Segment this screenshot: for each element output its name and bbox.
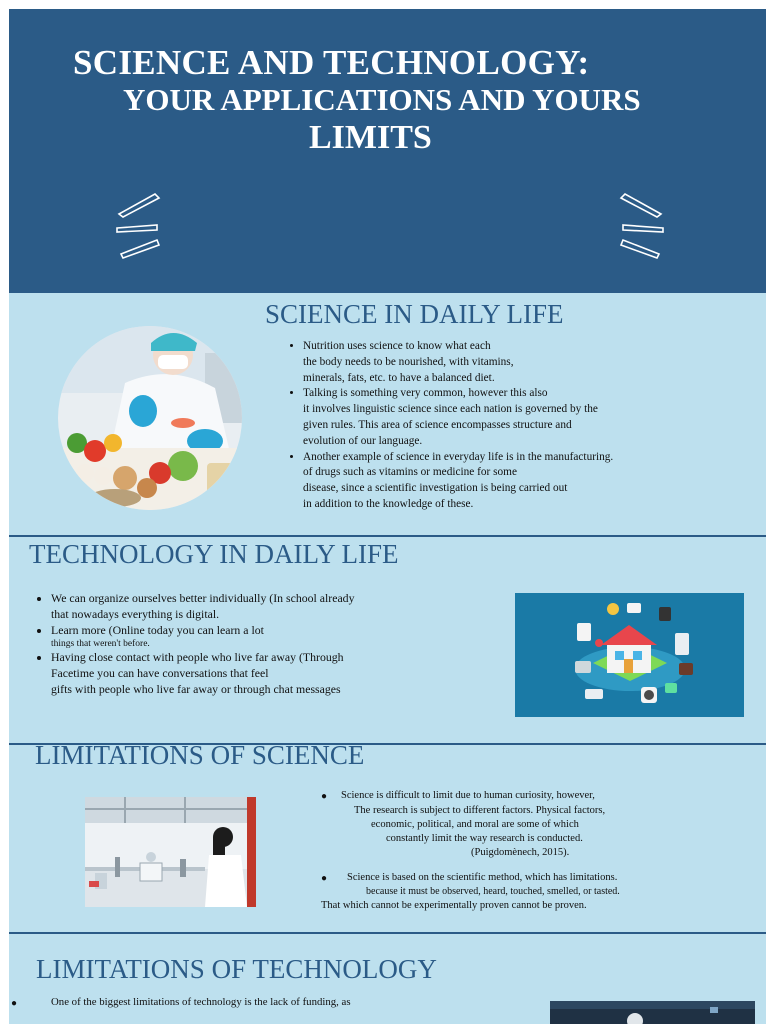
limitations-technology-title: LIMITATIONS OF TECHNOLOGY (36, 954, 437, 984)
science-daily-list (289, 339, 763, 513)
bullet-dot: ● (321, 873, 328, 884)
science-daily-title: SCIENCE IN DAILY LIFE (265, 299, 564, 329)
section-divider (9, 932, 766, 934)
nutrition-lab-photo (55, 323, 245, 513)
burst-right-icon (615, 192, 665, 262)
limits-science-p2-l3: That which cannot be experimentally proven cannot be proven. (321, 900, 587, 911)
title-line-2: YOUR APPLICATIONS AND YOURS (123, 82, 641, 117)
technology-daily-title: TECHNOLOGY IN DAILY LIFE (29, 539, 399, 569)
technology-daily-list (37, 591, 511, 698)
technology-photo (550, 1001, 755, 1024)
poster (9, 9, 766, 1024)
smart-home-illustration (515, 593, 744, 717)
burst-left-icon (115, 192, 165, 262)
limits-science-p1-l4: constantly limit the way research is conducted. (386, 833, 583, 844)
header-banner (9, 9, 766, 293)
limits-science-p1-l1: Science is difficult to limit due to human curiosity, however, (341, 790, 595, 801)
limits-science-p1-l3: economic, political, and moral are some of which (371, 819, 579, 830)
title-line-3: LIMITS (309, 119, 432, 156)
section-divider (9, 535, 766, 537)
list-item: • We can organize ourselves better individually (In school already that nowadays everything is digital. (51, 591, 511, 623)
limits-science-p2-l2: because it must be observed, heard, touched, smelled, or tasted. (366, 886, 620, 897)
limits-science-p1-l5: (Puigdomènech, 2015). (471, 847, 570, 858)
list-item: • Talking is something very common, however this also it involves linguistic science since each nation is governed by the given rules. This area of science encompasses structure and evolution of our language. (303, 386, 763, 449)
limits-science-p2-l1: Science is based on the scientific method, which has limitations. (347, 872, 618, 883)
list-item: • Nutrition uses science to know what each the body needs to be nourished, with vitamins, minerals, fats, etc. to have a balanced diet. (303, 339, 763, 386)
title-line-1: SCIENCE AND TECHNOLOGY: (73, 43, 590, 82)
list-item: • Another example of science in everyday life is in the manufacturing. of drugs such as vitamins or medicine for some disease, since a scientific investigation is being carried out in addition to the knowledge of these. (303, 450, 763, 513)
lab-researcher-photo (85, 797, 256, 907)
bullet-dot: ● (321, 791, 328, 802)
limitations-science-title: LIMITATIONS OF SCIENCE (35, 740, 365, 770)
bullet-dot: ● (11, 998, 18, 1009)
list-item: • Having close contact with people who live far away (Through Facetime you can have conversations that feel gifts with people who live far away or through chat messages (51, 650, 511, 697)
limits-technology-b1: One of the biggest limitations of technology is the lack of funding, as (51, 996, 351, 1008)
limits-science-p1-l2: The research is subject to different factors. Physical factors, (354, 805, 606, 816)
list-item: • Learn more (Online today you can learn a lot things that weren't before. (51, 623, 511, 651)
